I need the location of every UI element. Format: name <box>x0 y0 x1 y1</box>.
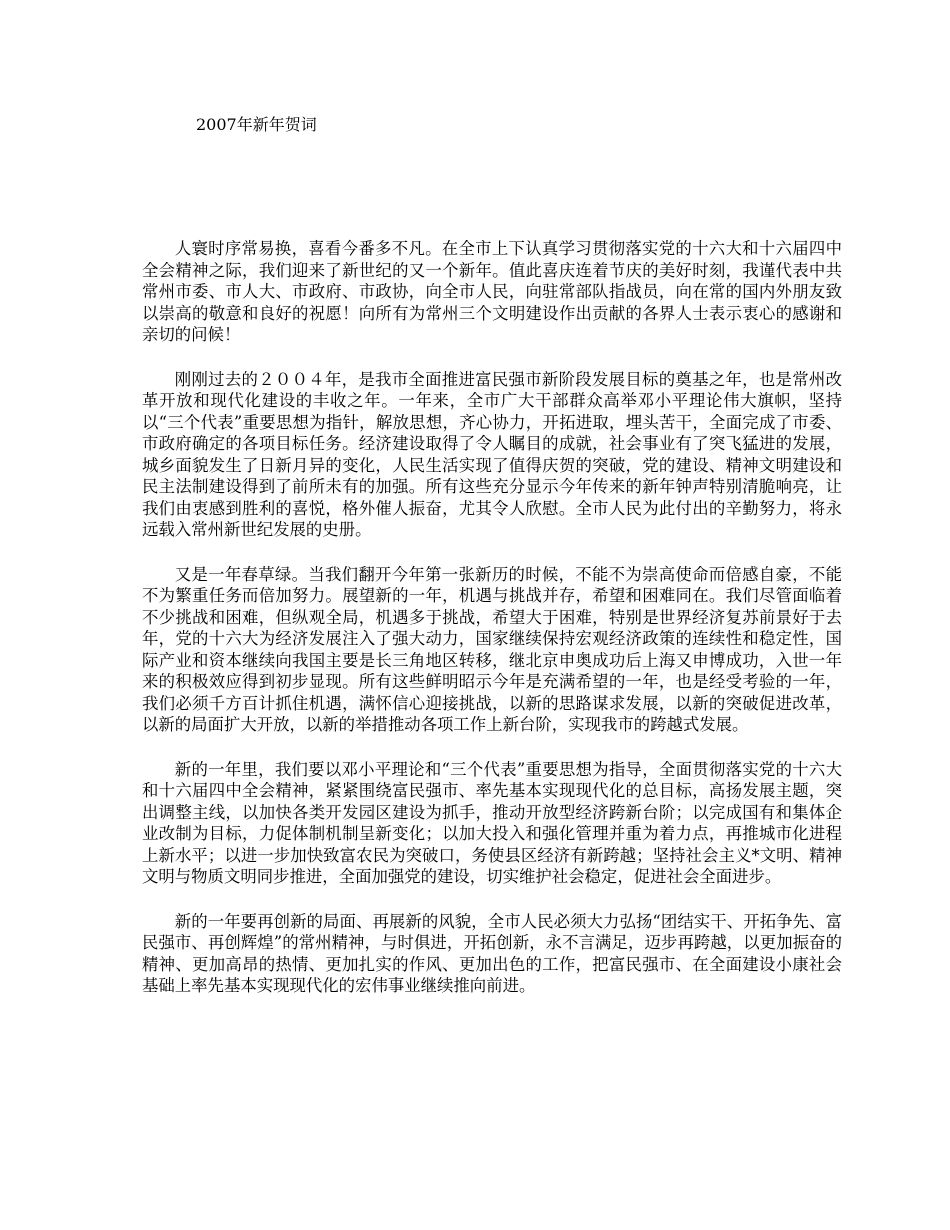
paragraph-3: 又是一年春草绿。当我们翻开今年第一张新历的时候，不能不为崇高使命而倍感自豪，不能不为繁重任务而倍加努力。展望新的一年，机遇与挑战并存，希望和困难同在。我们尽管面临着不少挑战和困难，但纵观全局，机遇多于挑战，希望大于困难，特别是世界经济复苏前景好于去年，党的十六大为经济发展注入了强大动力，国家继续保持宏观经济政策的连续性和稳定性，国际产业和资本继续向我国主要是长三角地区转移，继北京申奥成功后上海又申博成功，入世一年来的积极效应得到初步显现。所有这些鲜明昭示今年是充满希望的一年，也是经受考验的一年，我们必须千方百计抓住机遇，满怀信心迎接挑战，以新的思路谋求发展，以新的突破促进改革，以新的局面扩大开放，以新的举措推动各项工作上新台阶，实现我市的跨越式发展。 <box>142 564 842 734</box>
document-title: 2007年新年贺词 <box>196 115 317 134</box>
paragraph-2: 刚刚过去的２００４年，是我市全面推进富民强市新阶段发展目标的奠基之年，也是常州改革开放和现代化建设的丰收之年。一年来，全市广大干部群众高举邓小平理论伟大旗帜，坚持以“三个代表”重要思想为指针，解放思想，齐心协力，开拓进取，埋头苦干，全面完成了市委、市政府确定的各项目标任务。经济建设取得了令人瞩目的成就，社会事业有了突飞猛进的发展，城乡面貌发生了日新月异的变化，人民生活实现了值得庆贺的突破，党的建设、精神文明建设和民主法制建设得到了前所未有的加强。所有这些充分显示今年传来的新年钟声特别清脆响亮，让我们由衷感到胜利的喜悦，格外催人振奋，尤其令人欣慰。全市人民为此付出的辛勤努力，将永远载入常州新世纪发展的史册。 <box>142 369 842 539</box>
paragraph-1: 人寰时序常易换，喜看今番多不凡。在全市上下认真学习贯彻落实党的十六大和十六届四中全会精神之际，我们迎来了新世纪的又一个新年。值此喜庆连着节庆的美好时刻，我谨代表中共常州市委、市人大、市政府、市政协，向全市人民，向驻常部队指战员，向在常的国内外朋友致以崇高的敬意和良好的祝愿！向所有为常州三个文明建设作出贡献的各界人士表示衷心的感谢和亲切的问候！ <box>142 239 842 344</box>
paragraph-4: 新的一年里，我们要以邓小平理论和“三个代表”重要思想为指导，全面贯彻落实党的十六大和十六届四中全会精神，紧紧围绕富民强市、率先基本实现现代化的总目标，高扬发展主题，突出调整主线，以加快各类开发园区建设为抓手，推动开放型经济跨新台阶；以完成国有和集体企业改制为目标，力促体制机制呈新变化；以加大投入和强化管理并重为着力点，再推城市化进程上新水平；以进一步加快致富农民为突破口，务使县区经济有新跨越；坚持社会主义*文明、精神文明与物质文明同步推进，全面加强党的建设，切实维护社会稳定，促进社会全面进步。 <box>142 759 842 886</box>
paragraph-5: 新的一年要再创新的局面、再展新的风貌，全市人民必须大力弘扬“团结实干、开拓争先、富民强市、再创辉煌”的常州精神，与时俱进，开拓创新，永不言满足，迈步再跨越，以更加振奋的精神、更加高昂的热情、更加扎实的作风、更加出色的工作，把富民强市、在全面建设小康社会基础上率先基本实现现代化的宏伟事业继续推向前进。 <box>142 911 842 995</box>
document-body <box>142 238 842 1020</box>
